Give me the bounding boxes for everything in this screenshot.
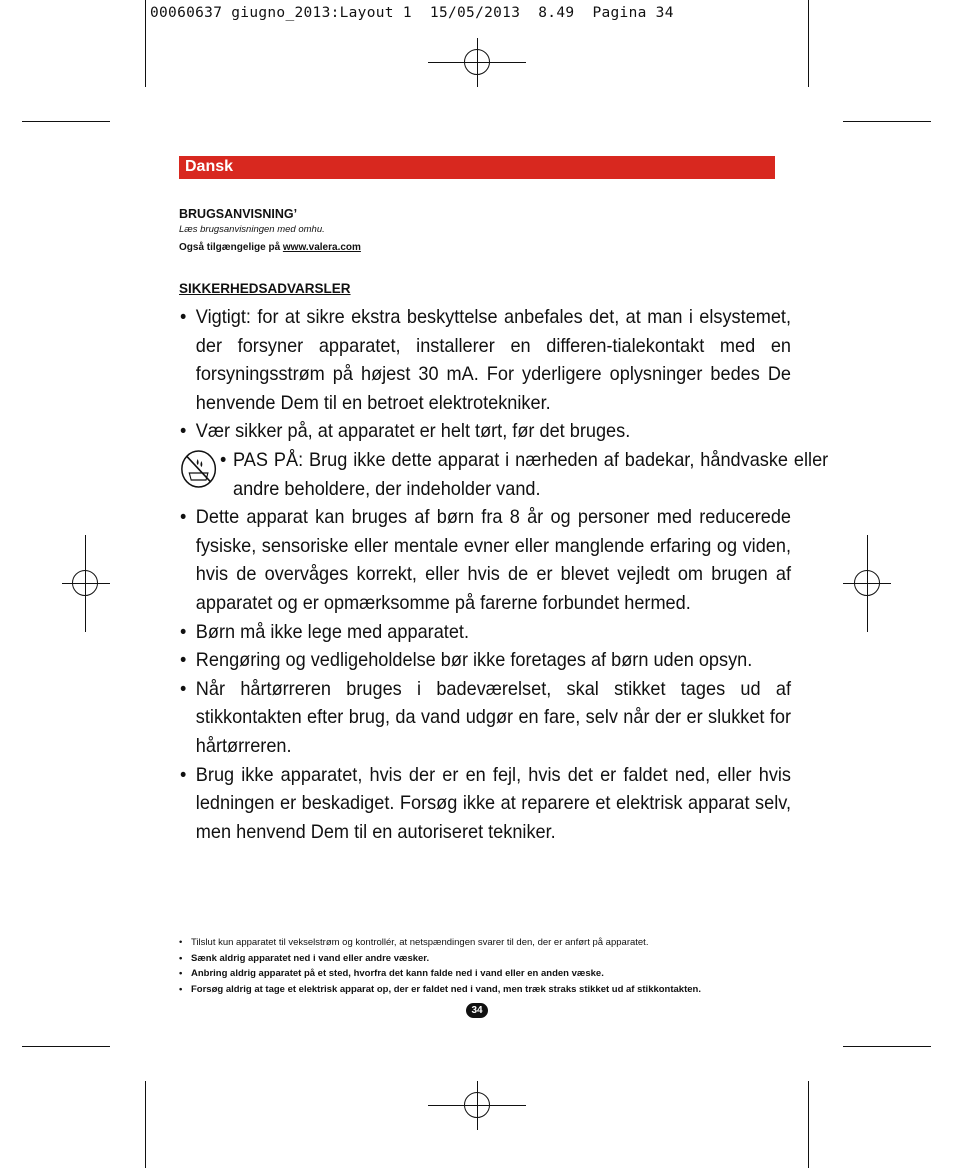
list-item: • Tilslut kun apparatet til vekselstrøm og kontrollér, at netspændingen svarer til den, der er anført på apparatet. xyxy=(179,937,649,948)
list-item: • Vigtigt: for at sikre ekstra beskyttelse anbefales det, at man i elsystemet, der forsyner apparatet, installerer en differen-tialekontakt med en forsyningsstrøm på højest 30 mA. For yderligere oplysninger bedes De henvende Dem til en betroet elektrotekniker. xyxy=(180,303,791,417)
small-notes-list xyxy=(179,935,779,997)
also-available-label: Også tilgængelige på xyxy=(179,242,283,253)
list-item: • Børn må ikke lege med apparatet. xyxy=(180,618,791,647)
bullet-icon: • xyxy=(180,649,187,672)
bullet-icon: • xyxy=(180,506,187,529)
also-available xyxy=(179,242,361,253)
print-slug: 00060637 giugno_2013:Layout 1 15/05/2013 8.49 Pagina 34 xyxy=(150,5,674,21)
list-item: • Brug ikke apparatet, hvis der er en fejl, hvis det er faldet ned, eller hvis ledningen er beskadiget. Forsøg ikke at reparere et elektrisk apparat selv, men henvend Dem til en autoriseret tekniker. xyxy=(180,761,791,847)
list-item: • Når hårtørreren bruges i badeværelset, skal stikket tages ud af stikkontakten efter brug, da vand udgør en fare, selv når der er slukket for hårtørreren. xyxy=(180,675,791,761)
section-title: SIKKERHEDSADVARSLER xyxy=(179,281,351,296)
bullet-icon: • xyxy=(180,620,187,643)
language-label: Dansk xyxy=(185,158,234,175)
language-header-bar xyxy=(179,156,775,179)
list-item: • Anbring aldrig apparatet på et sted, hvorfra det kann falde ned i vand eller en anden væske. xyxy=(179,968,604,979)
bullet-icon: • xyxy=(180,420,187,443)
list-item: • Vær sikker på, at apparatet er helt tørt, før det bruges. xyxy=(180,417,791,446)
list-item: • Rengøring og vedligeholdelse bør ikke foretages af børn uden opsyn. xyxy=(180,646,791,675)
bullet-icon: • xyxy=(180,763,187,786)
bullet-icon: • xyxy=(180,306,187,328)
list-item: • Sænk aldrig apparatet ned i vand eller andre væsker. xyxy=(179,952,430,964)
no-water-bath-icon xyxy=(180,449,217,489)
bullet-icon: • xyxy=(180,677,187,700)
list-item: • PAS PÅ: Brug ikke dette apparat i nærheden af badekar, håndvaske eller andre beholdere, der indeholder vand. xyxy=(180,446,828,503)
safety-warnings-list xyxy=(180,303,829,846)
bullet-icon: • xyxy=(219,448,227,471)
manual-title: BRUGSANVISNING’ xyxy=(179,207,298,221)
list-item: • Forsøg aldrig at tage et elektrisk apparat op, der er faldet ned i vand, men træk straks stikket ud af stikkontakten. xyxy=(179,983,701,995)
website-link[interactable]: www.valera.com xyxy=(282,242,361,253)
manual-subtitle: Læs brugsanvisningen med omhu. xyxy=(179,224,325,235)
page-number-badge: 34 xyxy=(466,1003,488,1018)
list-item: • Dette apparat kan bruges af børn fra 8 år og personer med reducerede fysiske, sensoriske eller mentale evner eller manglende erfaring og viden, hvis de overvåges korrekt, eller hvis de er blevet vejledt om brugen af apparatet og er opmærksomme på farerne forbundet hermed. xyxy=(180,503,791,617)
